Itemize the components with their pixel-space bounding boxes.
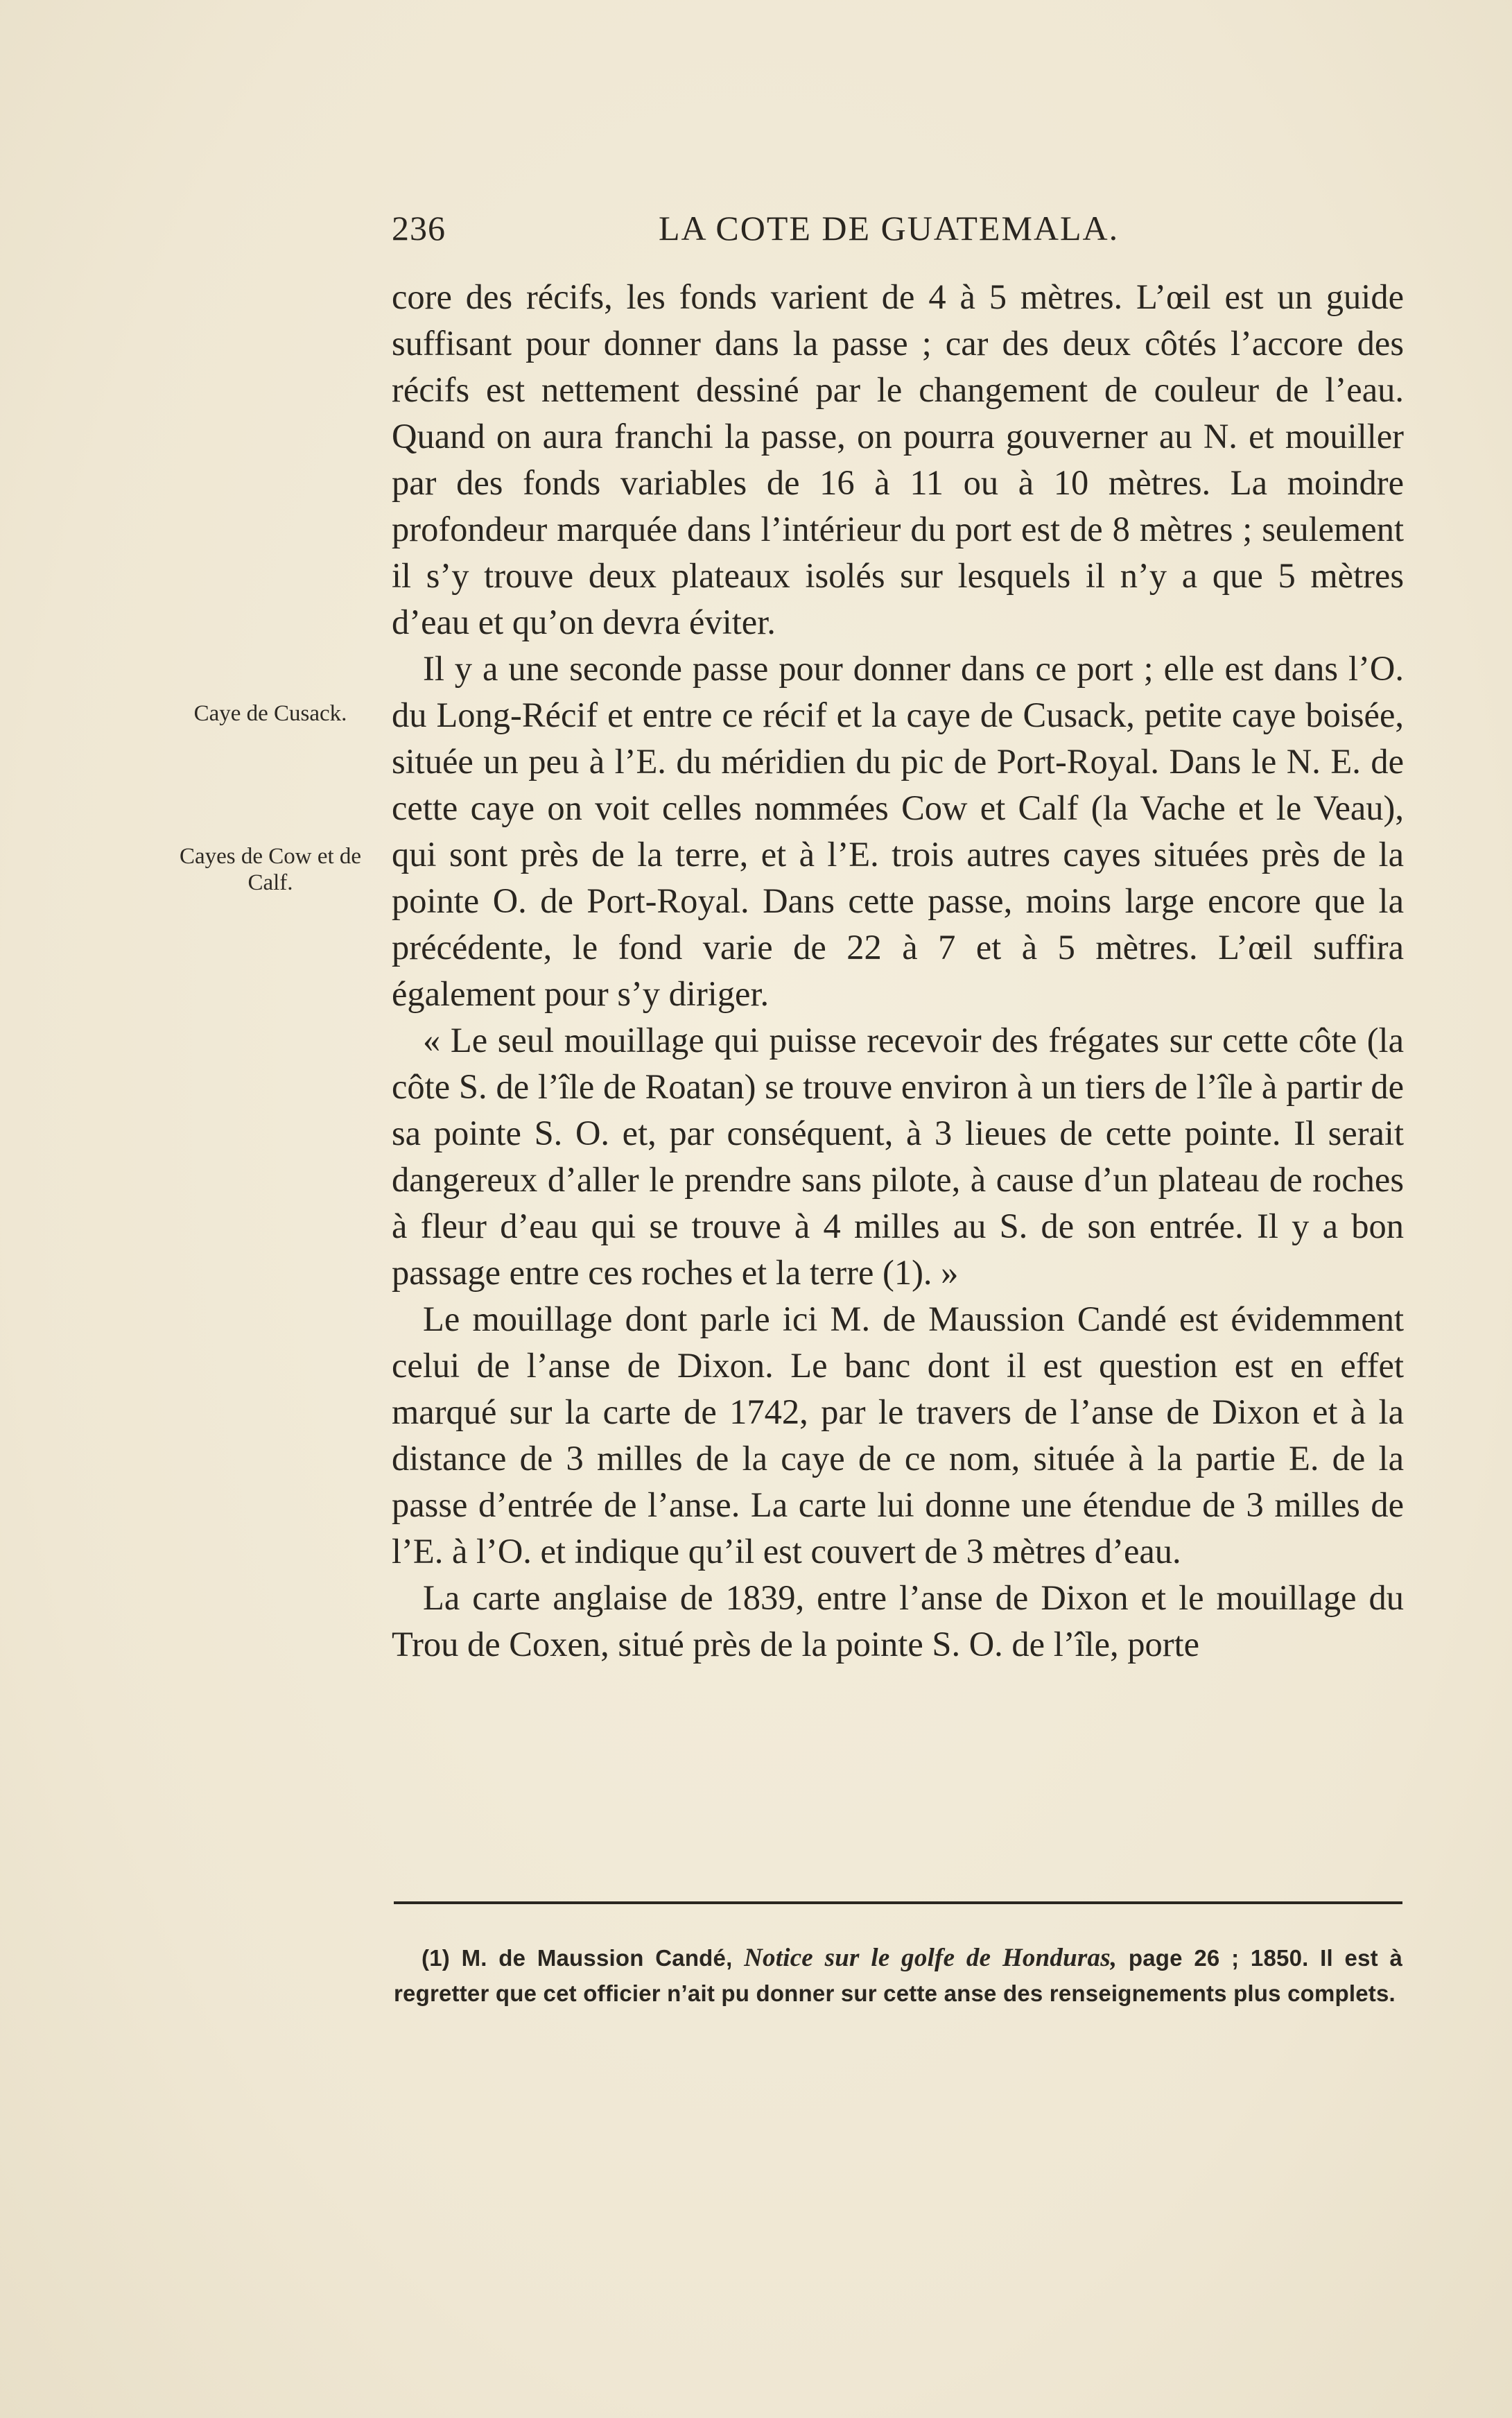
footnotes (394, 1940, 1402, 2011)
footnote-prefix: (1) M. de Maussion Candé, (422, 1945, 745, 1971)
paragraph: Il y a une seconde passe pour donner dans ce port ; elle est dans l’O. du Long-Récif et entre ce récif et la caye de Cusack, petite caye boisée, située un peu à l’E. du méridien du pic de Port-Royal. Dans le N. E. de cette caye on voit celles nommées Cow et Calf (la Vache et le Veau), qui sont près de la terre, et à l’E. trois autres cayes situées près de la pointe O. de Port-Royal. Dans cette passe, moins large encore que la précédente, le fond varie de 22 à 7 et à 5 mètres. L’œil suffira également pour s’y diriger. (392, 649, 1404, 1013)
paragraph: « Le seul mouillage qui puisse recevoir des frégates sur cette côte (la côte S. de l’île de Roatan) se trouve environ à un tiers de l’île à partir de sa pointe S. O. et, par conséquent, à 3 lieues de cette pointe. Il serait dangereux d’aller le prendre sans pilote, à cause d’un plateau de roches à fleur d’eau qui se trouve à 4 milles au S. de son entrée. Il y a bon passage entre ces roches et la terre (1). » (392, 1021, 1404, 1292)
body-text (392, 274, 1404, 1668)
paragraph: Le mouillage dont parle ici M. de Maussion Candé est évidemment celui de l’anse de Dixon. Le banc dont il est question est en effet marqué sur la carte de 1742, par le travers de l’anse de Dixon et à la distance de 3 milles de la caye de ce nom, située à la partie E. de la passe d’entrée de l’anse. La carte lui donne une étendue de 3 milles de l’E. à l’O. et indique qu’il est couvert de 3 mètres d’eau. (392, 1299, 1404, 1571)
page-number: 236 (392, 209, 446, 248)
footnote-suffix: page 26 ; 1850. Il est à regretter que cet officier n’ait pu donner sur cette anse des renseignements plus complets. (394, 1945, 1402, 2006)
margin-note-cow-calf: Cayes de Cow et de Calf. (179, 844, 362, 895)
paragraph: core des récifs, les fonds varient de 4 à 5 mètres. L’œil est un guide suffisant pour donner dans la passe ; car des deux côtés l’accore des récifs est nettement dessiné par le changement de couleur de l’eau. Quand on aura franchi la passe, on pourra gouverner au N. et mouiller par des fonds variables de 16 à 11 ou à 10 mètres. La moindre profondeur marquée dans l’intérieur du port est de 8 mètres ; seulement il s’y trouve deux plateaux isolés sur lesquels il n’y a que 5 mètres d’eau et qu’on devra éviter. (392, 277, 1404, 641)
running-title: LA COTE DE GUATEMALA. (659, 209, 1120, 248)
paragraph: La carte anglaise de 1839, entre l’anse de Dixon et le mouillage du Trou de Coxen, situé près de la pointe S. O. de l’île, porte (392, 1578, 1404, 1664)
page-header (392, 208, 1404, 264)
margin-note-cusack: Caye de Cusack. (193, 701, 347, 726)
footnote-1 (394, 1940, 1402, 2011)
footnote-source-title: Notice sur le golfe de Honduras, (744, 1944, 1118, 1972)
footnote-divider (394, 1901, 1402, 1904)
